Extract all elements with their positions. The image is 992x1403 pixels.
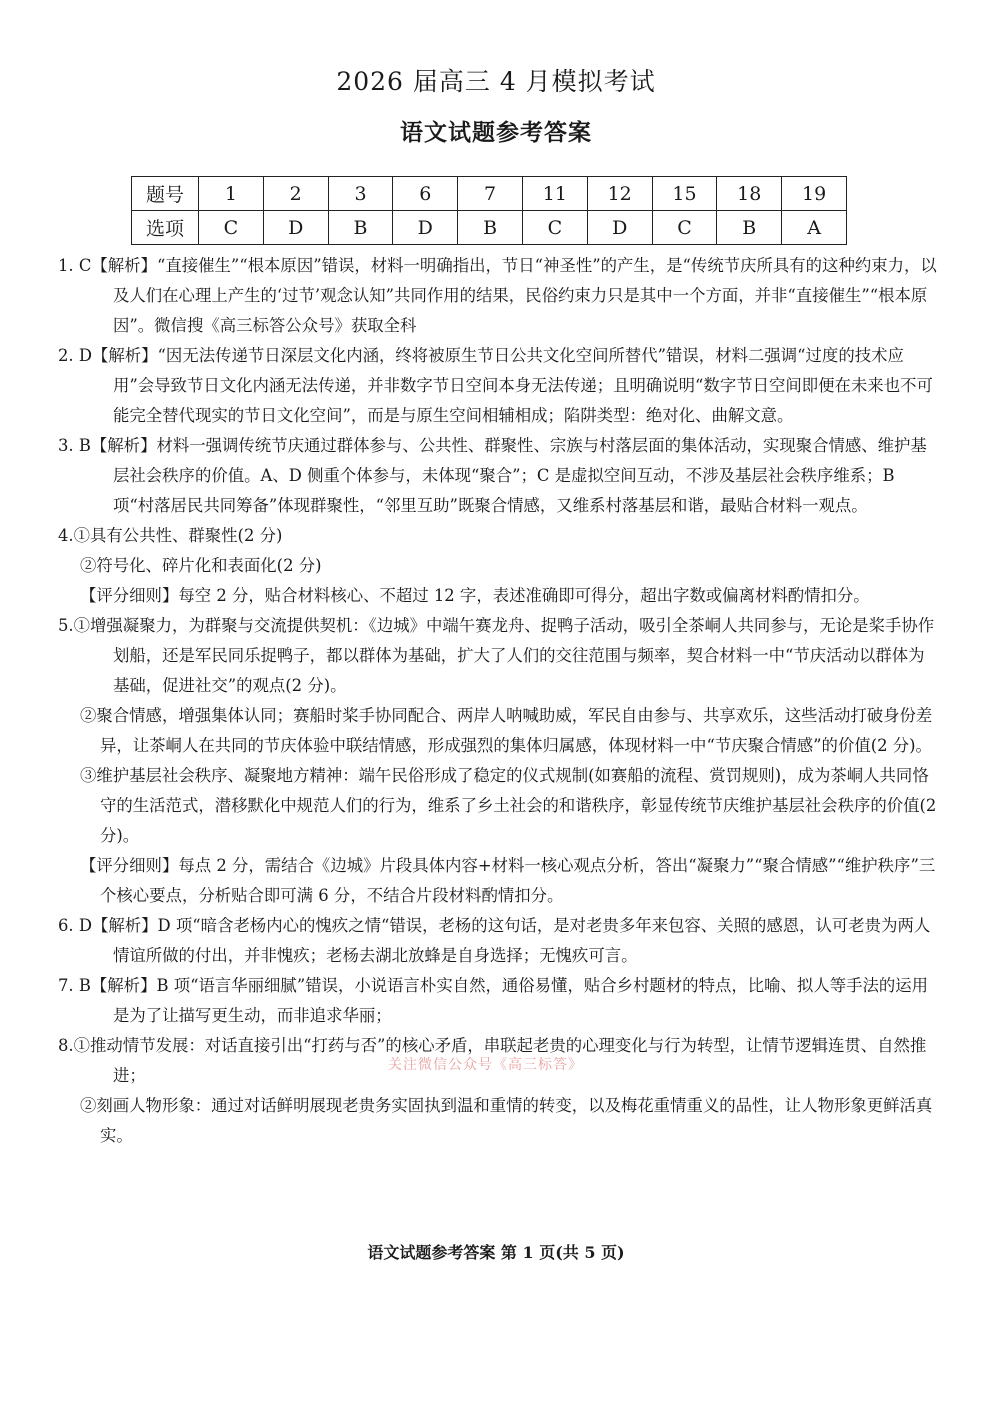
table-cell: 7: [458, 177, 523, 211]
table-cell: 2: [263, 177, 328, 211]
answer-explanations: [58, 251, 938, 1151]
answer-q6: 6. D【解析】D 项“暗含老杨内心的愧疚之情“错误，老杨的这句话，是对老贵多年来包容、关照的感恩，认可老贵为两人情谊所做的付出，并非愧疚；老杨去湖北放蜂是自身选择；无愧疚可言。: [58, 916, 931, 965]
answer-q7: 7. B【解析】B 项“语言华丽细腻”错误，小说语言朴实自然，通俗易懂，贴合乡村题材的特点，比喻、拟人等手法的运用是为了让描写更生动，而非追求华丽；: [58, 976, 929, 1025]
answer-q2: 2. D【解析】“因无法传递节日深层文化内涵，终将被原生节日公共文化空间所替代”错误，材料二强调“过度的技术应用”会导致节日文化内涵无法传递，并非数字节日空间本身无法传递；且明确说明“数字节日空间即便在未来也不可能完全替代现实的节日文化空间”，而是与原生空间相辅相成；陷阱类型：绝对化、曲解文意。: [58, 346, 933, 425]
table-cell: 12: [587, 177, 652, 211]
table-cell: D: [263, 211, 328, 245]
table-cell: 19: [782, 177, 847, 211]
answer-table: [131, 176, 847, 245]
answer-q1: 1. C【解析】“直接催生”“根本原因”错误，材料一明确指出，节日“神圣性”的产生，是“传统节庆所具有的这种约束力，以及人们在心理上产生的‘过节’观念认知”共同作用的结果，民俗约束力只是其中一个方面，并非“直接催生”“根本原因”。微信搜《高三标答公众号》获取全科: [58, 256, 937, 335]
table-cell: 18: [717, 177, 782, 211]
page-title: 2026 届高三 4 月模拟考试: [336, 67, 656, 96]
table-cell: B: [717, 211, 782, 245]
page-footer: 语文试题参考答案 第 1 页(共 5 页): [367, 1243, 625, 1262]
table-cell: D: [393, 211, 458, 245]
row-label-number: 题号: [132, 177, 199, 211]
table-cell: B: [458, 211, 523, 245]
answer-table-option-row: [132, 211, 847, 245]
table-cell: 3: [328, 177, 393, 211]
page-subtitle: 语文试题参考答案: [400, 119, 592, 146]
answer-q4-scoring: 【评分细则】每空 2 分，贴合材料核心、不超过 12 字，表述准确即可得分，超出字数或偏离材料酌情扣分。: [80, 586, 870, 605]
table-cell: B: [328, 211, 393, 245]
answer-q8-point2: ②刻画人物形象：通过对话鲜明展现老贵务实固执到温和重情的转变，以及梅花重情重义的品性，让人物形象更鲜活真实。: [80, 1096, 933, 1145]
watermark: 关注微信公众号《高三标答》: [388, 1057, 583, 1073]
answer-q5-scoring: 【评分细则】每点 2 分，需结合《边城》片段具体内容+材料一核心观点分析，答出“凝聚力”“聚合情感”“维护秩序”三个核心要点，分析贴合即可满 6 分，不结合片段材料酌情扣分。: [80, 856, 936, 905]
answer-q4-point2: ②符号化、碎片化和表面化(2 分): [80, 556, 322, 575]
table-cell: 15: [652, 177, 717, 211]
table-cell: D: [587, 211, 652, 245]
table-cell: C: [652, 211, 717, 245]
table-cell: 11: [522, 177, 587, 211]
answer-table-number-row: [132, 177, 847, 211]
answer-q5-point1: 5.①增强凝聚力，为群聚与交流提供契机：《边城》中端午赛龙舟、捉鸭子活动，吸引全茶峒人共同参与，无论是桨手协作划船，还是军民同乐捉鸭子，都以群体为基础，扩大了人们的交往范围与频率，契合材料一中“节庆活动以群体为基础，促进社交”的观点(2 分)。: [58, 616, 935, 695]
answer-q5-point2: ②聚合情感，增强集体认同；赛船时桨手协同配合、两岸人呐喊助威，军民自由参与、共享欢乐，这些活动打破身份差异，让茶峒人在共同的节庆体验中联结情感，形成强烈的集体归属感，体现材料一中“节庆聚合情感”的价值(2 分)。: [80, 706, 933, 755]
table-cell: C: [199, 211, 264, 245]
answer-q3: 3. B【解析】材料一强调传统节庆通过群体参与、公共性、群聚性、宗族与村落层面的集体活动，实现聚合情感、维护基层社会秩序的价值。A、D 侧重个体参与，未体现“聚合”；C 是虚拟空间互动，不涉及基层社会秩序维系；B 项“村落居民共同筹备”体现群聚性，“邻里互助”既聚合情感，又维系村落基层和谐，最贴合材料一观点。: [58, 436, 927, 515]
row-label-option: 选项: [132, 211, 199, 245]
table-cell: 1: [199, 177, 264, 211]
table-cell: C: [522, 211, 587, 245]
table-cell: A: [782, 211, 847, 245]
answer-q5-point3: ③维护基层社会秩序、凝聚地方精神：端午民俗形成了稳定的仪式规制(如赛船的流程、赏罚规则)，成为茶峒人共同恪守的生活范式，潜移默化中规范人们的行为，维系了乡土社会的和谐秩序，彰显传统节庆维护基层社会秩序的价值(2 分)。: [80, 766, 937, 845]
answer-q8-point1: 8.①推动情节发展：对话直接引出“打药与否”的核心矛盾，串联起老贵的心理变化与行为转型，让情节逻辑连贯、自然推进；: [58, 1036, 927, 1085]
table-cell: 6: [393, 177, 458, 211]
answer-q4-point1: 4.①具有公共性、群聚性(2 分): [58, 526, 283, 545]
